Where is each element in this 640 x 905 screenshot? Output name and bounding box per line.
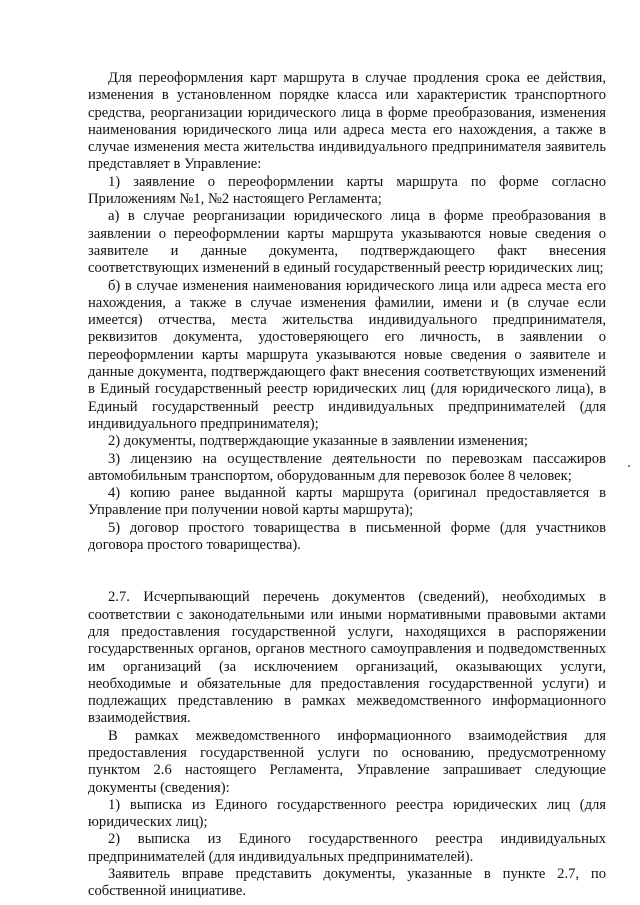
paragraph-item-1: 1) заявление о переоформлении карты маршрута по форме согласно Приложениям №1, №2 настоящего Регламента;	[88, 173, 606, 208]
paragraph-intro: Для переоформления карт маршрута в случае продления срока ее действия, изменения в установленном порядке класса или характеристик транспортного средства, реорганизации юридического лица в форме преобразования, изменения наименования юридического лица или адреса места его нахождения, а также в случае изменения места жительства индивидуального предпринимателя заявитель представляет в Управление:	[88, 70, 606, 173]
paragraph-interagency: В рамках межведомственного информационного взаимодействия для предоставления государственной услуги по основанию, предусмотренному пунктом 2.6 настоящего Регламента, Управление запрашивает следующие документы (сведения):	[88, 727, 606, 796]
paragraph-item-2: 2) документы, подтверждающие указанные в заявлении изменения;	[108, 433, 528, 450]
paragraph-item-4: 4) копию ранее выданной карты маршрута (оригинал предоставляется в Управление при получении новой карты маршрута);	[88, 485, 606, 519]
paragraph-extract-2: 2) выписка из Единого государственного реестра индивидуальных предпринимателей (для индивидуальных предпринимателей).	[88, 831, 606, 865]
scan-speck	[628, 465, 630, 467]
paragraph-extract-1: 1) выписка из Единого государственного реестра юридических лиц (для юридических лиц);	[88, 796, 606, 831]
paragraph-item-3: 3) лицензию на осуществление деятельности по перевозкам пассажиров автомобильным транспортом, оборудованным для перевозок более 8 человек;	[88, 450, 606, 484]
paragraph-item-1b: б) в случае изменения наименования юридического лица или адреса места его нахождения, а также в случае изменения фамилии, имени и (в случае если имеется) отчества, места жительства индивидуального предпринимателя, реквизитов документа, удостоверяющего его личность, в заявлении о переоформлении карты маршрута указываются новые сведения о заявителе и данные документа, подтверждающего факт внесения соответствующих изменений в Единый государственный реестр юридических лиц (для юридического лица), в Единый государственный реестр индивидуальных предпринимателей (для индивидуального предпринимателя);	[88, 277, 606, 432]
document-page	[88, 70, 606, 901]
paragraph-section-2-7: 2.7. Исчерпывающий перечень документов (сведений), необходимых в соответствии с законодательными или иными нормативными правовыми актами для предоставления государственной услуги, находящихся в распоряжении государственных органов, органов местного самоуправления и подведомственных им организаций (за исключением организаций, оказывающих услуги, необходимые и обязательные для предоставления государственной услуги) и подлежащих представлению в рамках межведомственного информационного взаимодействия.	[88, 589, 606, 727]
paragraph-item-1a: а) в случае реорганизации юридического лица в форме преобразования в заявлении о переоформлении карты маршрута указываются новые сведения о заявителе и данные документа, подтверждающего факт внесения соответствующих изменений в единый государственный реестр юридических лиц;	[88, 208, 606, 277]
paragraph-item-5: 5) договор простого товарищества в письменной форме (для участников договора простого товарищества).	[88, 519, 606, 554]
paragraph-applicant-right: Заявитель вправе представить документы, указанные в пункте 2.7, по собственной инициативе.	[88, 866, 606, 900]
